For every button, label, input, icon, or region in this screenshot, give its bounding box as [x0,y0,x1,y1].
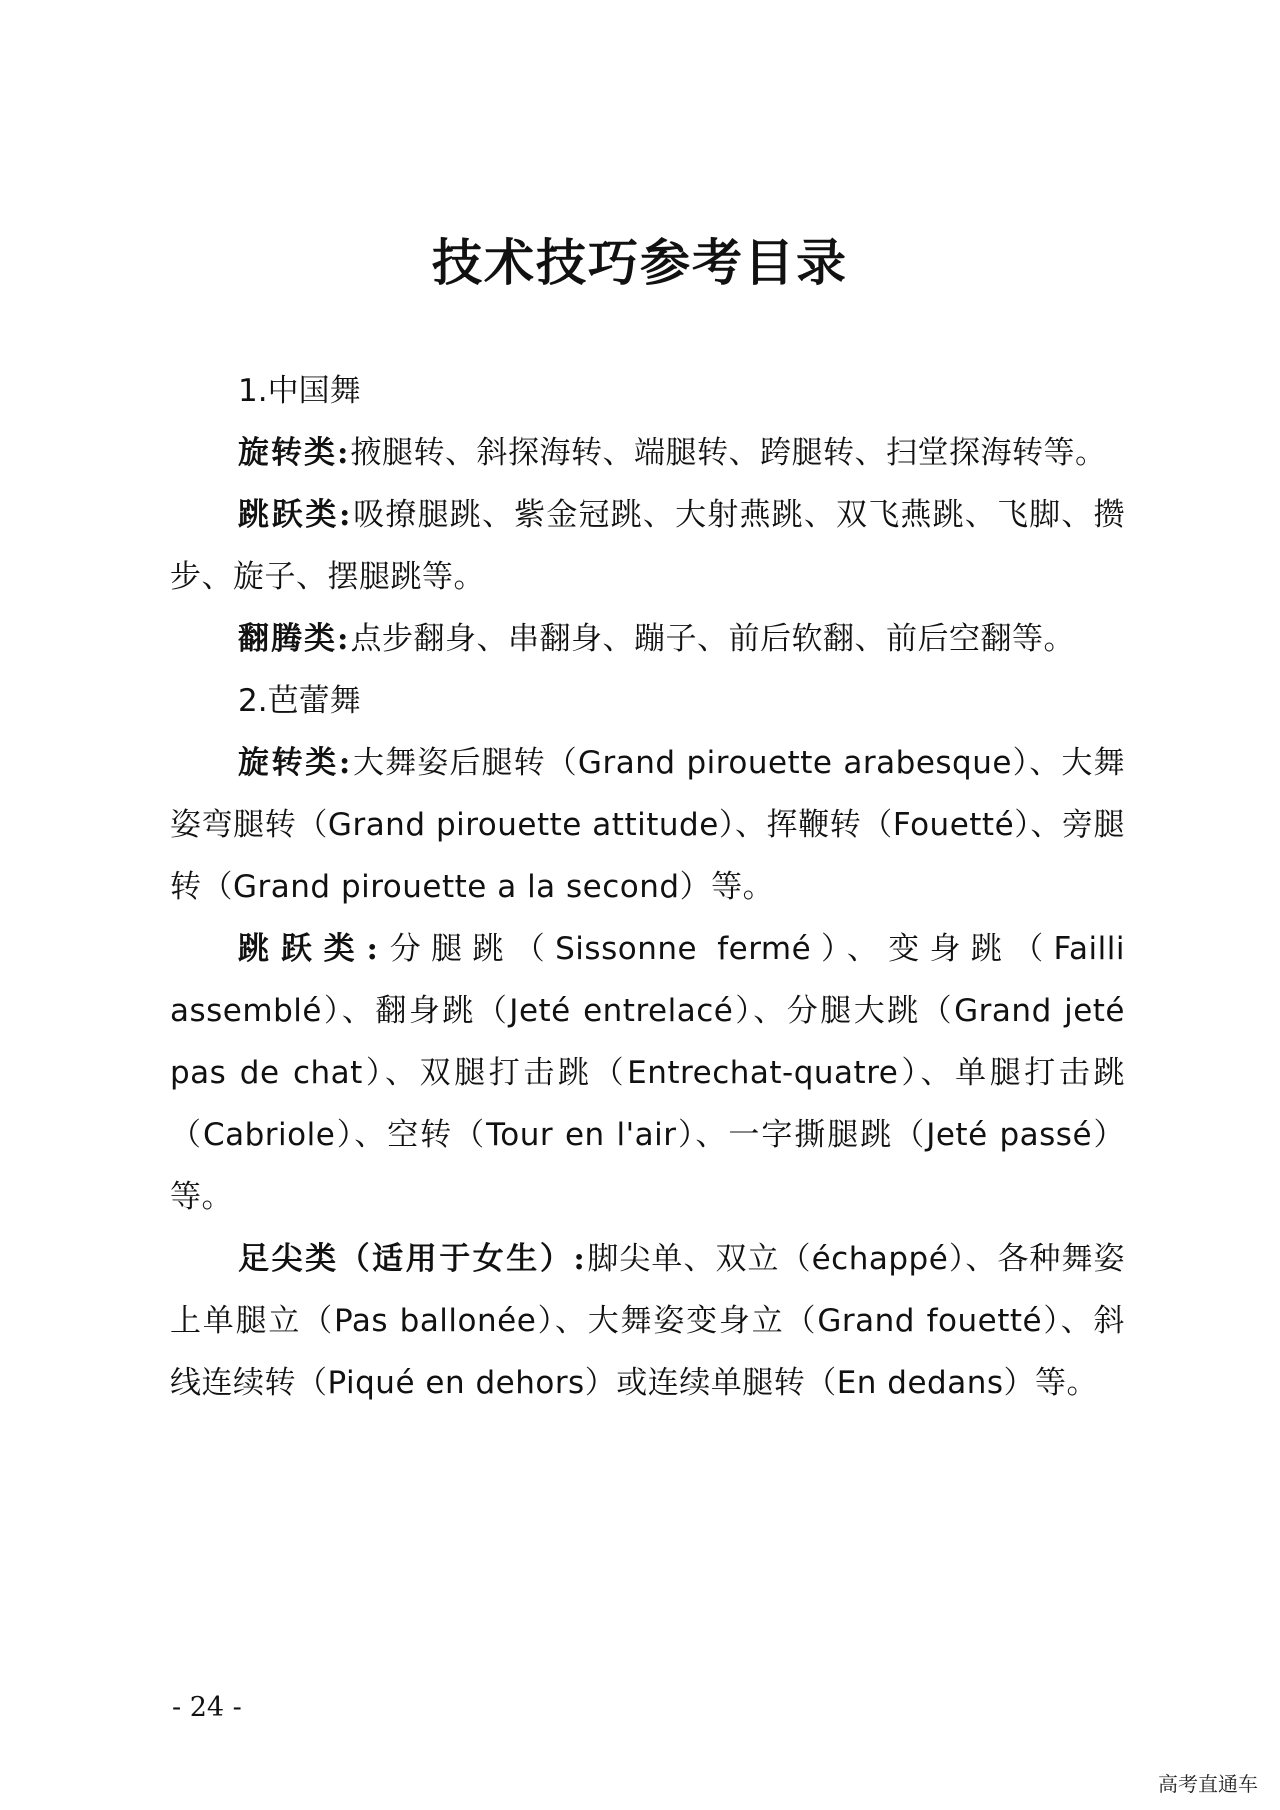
paragraph-pointe [170,1228,1125,1414]
section-heading: 2.芭蕾舞 [238,683,361,719]
section-chinese-dance [170,360,1125,670]
page-number: - 24 - [172,1692,242,1723]
section-heading: 1.中国舞 [238,373,361,409]
category-label: 跳跃类: [238,931,380,967]
category-label: 跳跃类: [238,497,353,533]
category-label: 旋转类: [238,435,351,471]
paragraph-tumbling [170,608,1125,670]
paragraph-jump [170,918,1125,1228]
paragraph-text: 掖腿转、斜探海转、端腿转、跨腿转、扫堂探海转等。 [350,435,1107,471]
paragraph-text: 吸撩腿跳、紫金冠跳、大射燕跳、双飞燕跳、飞脚、攒步、旋子、摆腿跳等。 [170,497,1125,595]
category-label: 足尖类（适用于女生）: [238,1241,587,1277]
category-label: 旋转类: [238,745,353,781]
paragraph-jump [170,484,1125,608]
category-label: 翻腾类: [238,621,351,657]
paragraph-rotation [170,732,1125,918]
paragraph-text: 大舞姿后腿转（Grand pirouette arabesque）、大舞姿弯腿转（Grand pirouette attitude）、挥鞭转（Fouetté）、旁腿转（Grand pirouette a la second）等。 [170,745,1125,905]
document-body [170,360,1125,1414]
paragraph-text: 脚尖单、双立（échappé）、各种舞姿上单腿立（Pas ballonée）、大舞姿变身立（Grand fouetté）、斜线连续转（Piqué en dehors）或连续单腿转（En dedans）等。 [170,1241,1126,1401]
paragraph-text: 点步翻身、串翻身、蹦子、前后软翻、前后空翻等。 [350,621,1075,657]
watermark: 高考直通车 [1158,1772,1258,1796]
section-ballet [170,670,1125,1414]
paragraph-rotation [170,422,1125,484]
paragraph-text: 分腿跳（Sissonne fermé）、变身跳（Failli assemblé）、翻身跳（Jeté entrelacé）、分腿大跳（Grand jeté pas de chat）、双腿打击跳（Entrechat-quatre）、单腿打击跳（Cabriole）、空转（Tour en l'air）、一字撕腿跳（Jeté passé）等。 [170,931,1125,1215]
page-title: 技术技巧参考目录 [432,233,848,292]
